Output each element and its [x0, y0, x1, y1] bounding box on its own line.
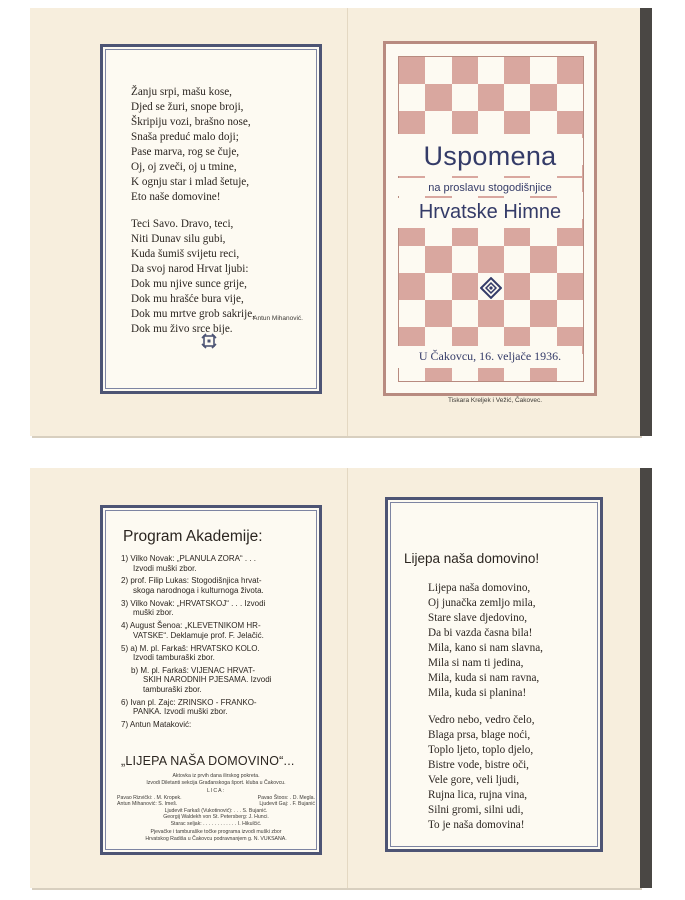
- checker-cell: [504, 57, 530, 84]
- checker-cell: [478, 57, 504, 84]
- program-item: 6) Ivan pl. Zajc: ZRINSKO - FRANKO- PANKA. Izvodi muški zbor.: [121, 697, 257, 717]
- checker-cell: [530, 300, 556, 327]
- cover-subtitle: na proslavu stogodišnjice: [428, 182, 552, 194]
- poem-line: Snaša preduć malo doji;: [131, 131, 239, 143]
- program-notes: [117, 773, 315, 842]
- poem-line: Žanju srpi, mašu kose,: [131, 86, 232, 98]
- program-title: Program Akademije:: [123, 528, 263, 545]
- note-line: Izvodi Diletanti sekcija Građanskoga šport. kluba u Čakovcu.: [146, 779, 286, 786]
- poem-line: Da svoj narod Hrvat ljubi:: [131, 263, 249, 275]
- sheet-edge: [640, 8, 652, 436]
- checker-cell: [425, 273, 451, 300]
- cast-row: Georgij Waldekh von St. Petersberg: J. Hunci.: [163, 814, 269, 820]
- checker-cell: [399, 273, 425, 300]
- poem-line: Vedro nebo, vedro čelo,: [428, 714, 535, 726]
- checker-cell: [399, 300, 425, 327]
- checker-cell: [557, 273, 583, 300]
- checker-cell: [478, 246, 504, 273]
- program-item: 1) Vilko Novak: „PLANULA ZORA“ . . . Izvodi muški zbor.: [121, 554, 257, 573]
- program-item: 4) August Šenoa: „KLEVETNIKOM HR- VATSKE“. Deklamuje prof. F. Jelačić.: [121, 621, 264, 640]
- poem-line: Mila, kuda si planina!: [428, 687, 527, 699]
- poem-line: Škripiju vozi, brašno nose,: [131, 116, 251, 128]
- cover-panel: [383, 41, 597, 396]
- cast-heading: LICA:: [207, 788, 225, 794]
- checker-cell: [504, 273, 530, 300]
- poem-line: Vele gore, veli ljudi,: [428, 774, 520, 786]
- bottom-sheet: [30, 468, 640, 888]
- checker-cell: [452, 57, 478, 84]
- cover-title: Uspomena: [423, 141, 557, 171]
- poem-line: Teci Savo. Dravo, teci,: [131, 218, 234, 230]
- checker-cell: [557, 246, 583, 273]
- program-item: 7) Antun Mataković:: [121, 720, 192, 730]
- program-panel: [100, 505, 322, 855]
- checker-cell: [530, 84, 556, 111]
- top-sheet: [30, 8, 640, 436]
- stanza-1: [131, 85, 311, 205]
- checker-cell: [530, 57, 556, 84]
- checker-cell: [478, 300, 504, 327]
- poem-line: Mila, kano si nam slavna,: [428, 642, 543, 654]
- poem-line: Bistre vode, bistre oči,: [428, 759, 529, 771]
- note-line: Aktovka iz prvih dana ilirskog pokreta.: [172, 773, 260, 779]
- poem-line: K ognju star i mlad šetuje,: [131, 176, 250, 188]
- checker-cell: [504, 84, 530, 111]
- checker-cell: [452, 300, 478, 327]
- fold-line: [347, 8, 348, 436]
- poem-panel-left: [100, 44, 322, 394]
- checker-cell: [530, 246, 556, 273]
- knot-ornament-icon: [201, 333, 217, 349]
- checker-cell: [452, 84, 478, 111]
- program-finale: „LIJEPA NAŠA DOMOVINO“...: [121, 754, 295, 768]
- cover-date-line: U Čakovcu, 16. veljače 1936.: [418, 349, 562, 363]
- checker-cell: [530, 273, 556, 300]
- poem-line: Da bi vazda časna bila!: [428, 627, 533, 639]
- poem-line: Djed se žuri, snope broji,: [131, 101, 244, 113]
- stanza-1: [428, 581, 598, 701]
- poem-line: Dok mu živo srce bije.: [131, 323, 233, 335]
- checker-cell: [557, 84, 583, 111]
- cast-row: Antun Mihanović: S. Imeš. Ljudevit Gaj: . F. Bujanić: [117, 801, 315, 807]
- poem-line: Mila si nam ti jedina,: [428, 657, 524, 669]
- checker-cell: [557, 57, 583, 84]
- closing-note: Pjevačke i tamburaške točke programa izvodi muški zbor Hrvatskog Radiša u Čakovcu podravnanjem g. N. VUKSANA.: [145, 829, 287, 842]
- poem-line: Blaga prsa, blage noći,: [428, 729, 531, 741]
- poem-line: Silni gromi, silni udi,: [428, 804, 524, 816]
- poem-line: Oj junačka zemljo mila,: [428, 597, 536, 609]
- poem-line: Stare slave djedovino,: [428, 612, 528, 624]
- poem-line: Dok mu mrtve grob sakrije,: [131, 308, 255, 320]
- poem-line: Dok mu hrašće bura vije,: [131, 293, 244, 305]
- program-item: 2) prof. Filip Lukas: Stogodišnjica hrvat- skoga narodnoga i kulturnoga života.: [121, 576, 264, 595]
- cast-row: Pavao Rizvički: . M. Kropek. Pavao Štoos: . D. Megla.: [117, 794, 315, 801]
- emblem-icon: [480, 277, 502, 299]
- checker-cell: [478, 84, 504, 111]
- printer-credit: Tiskara Kreljek i Vežić, Čakovec.: [448, 397, 543, 404]
- checker-cell: [452, 246, 478, 273]
- checker-cell: [399, 246, 425, 273]
- cast-row: Ljudevit Farkaš (Vukotinović): . . . S. Bujanić.: [164, 807, 268, 814]
- fold-line: [347, 468, 348, 888]
- checker-cell: [504, 246, 530, 273]
- poem-text: [131, 85, 311, 337]
- poem-line: Oj, oj zveči, oj u tmine,: [131, 161, 237, 173]
- poem-line: Rujna lica, rujna vina,: [428, 789, 528, 801]
- anthem-text: [428, 581, 598, 833]
- checker-cell: [452, 273, 478, 300]
- program-list: [121, 554, 313, 733]
- poem-line: Mila, kuda si nam ravna,: [428, 672, 540, 684]
- checker-cell: [425, 57, 451, 84]
- program-item: 5) a) M. pl. Farkaš: HRVATSKO KOLO. Izvodi tamburaški zbor.: [121, 643, 260, 663]
- checker-cell: [504, 300, 530, 327]
- poem-line: Pase marva, rog se čuje,: [131, 146, 240, 158]
- anthem-title: Lijepa naša domovino!: [404, 551, 540, 566]
- poem-line: Dok mu njive sunce grije,: [131, 278, 247, 290]
- poem-line: Lijepa naša domovino,: [428, 582, 531, 594]
- poem-line: Kuda šumiš svijetu reci,: [131, 248, 240, 260]
- checker-cell: [425, 300, 451, 327]
- program-item: b) M. pl. Farkaš: VIJENAC HRVAT- SKIH NARODNIH PJESAMA. Izvodi tamburaški zbor.: [131, 665, 272, 695]
- poem-author: Antun Mihanović.: [253, 315, 303, 322]
- checker-cell: [425, 246, 451, 273]
- poem-line: Eto naše domovine!: [131, 191, 221, 203]
- checker-cell: [425, 84, 451, 111]
- checker-cell: [399, 57, 425, 84]
- stanza-2: [428, 713, 598, 833]
- checker-cell: [557, 300, 583, 327]
- poem-line: To je naša domovina!: [428, 819, 525, 831]
- cast-row: Starac seljak: . . . . . . . . . . . . I. Hikulčić.: [170, 820, 262, 827]
- poem-line: Niti Dunav silu gubi,: [131, 233, 226, 245]
- cover-title-second: Hrvatske Himne: [418, 201, 562, 223]
- sheet-edge: [640, 468, 652, 888]
- checker-cell: [399, 84, 425, 111]
- poem-line: Toplo ljeto, toplo djelo,: [428, 744, 534, 756]
- anthem-panel: [385, 497, 603, 852]
- program-item: 3) Vilko Novak: „HRVATSKOJ“ . . . Izvodi muški zbor.: [121, 598, 266, 618]
